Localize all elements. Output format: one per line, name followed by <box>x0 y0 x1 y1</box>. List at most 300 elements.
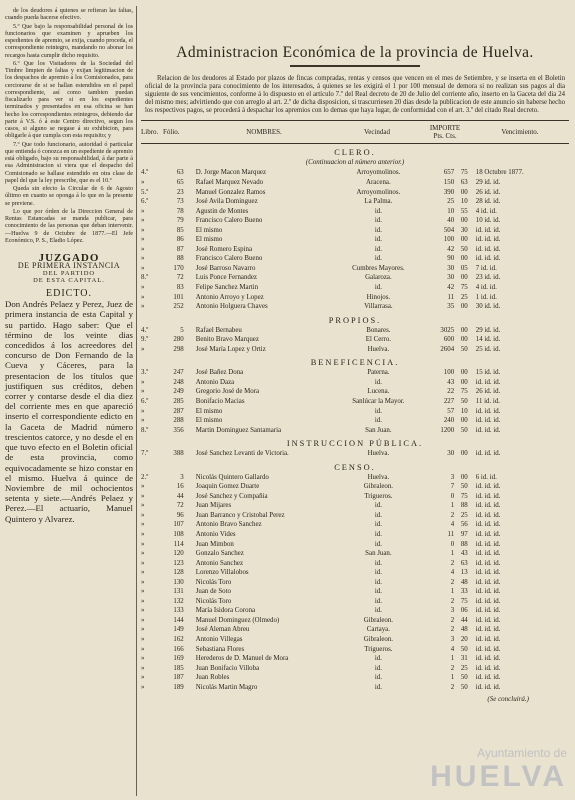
row-centimos: 63 <box>460 559 468 567</box>
row-pesetas: 100 <box>443 236 455 244</box>
table-row <box>141 254 569 264</box>
row-centimos: 75 <box>460 492 468 500</box>
row-centimos: 33 <box>460 588 468 596</box>
row-vecindad: id. <box>374 569 382 577</box>
row-vencimiento: id. id. id. <box>475 635 501 643</box>
row-libro: » <box>141 407 145 415</box>
row-pesetas: 25 <box>447 198 455 206</box>
table-row <box>141 235 569 245</box>
row-nombre: El mismo <box>195 417 223 425</box>
row-libro: » <box>141 635 145 643</box>
left-paragraphs <box>5 8 133 245</box>
row-vecindad: id. <box>374 407 382 415</box>
row-vecindad: Villarrasa. <box>364 303 393 311</box>
row-folio: 298 <box>173 345 184 353</box>
row-nombre: José Bañez Dona <box>195 369 244 377</box>
row-pesetas: 0 <box>450 492 455 500</box>
juzgado-line4: DE ESTA CAPITAL. <box>33 276 105 284</box>
row-vecindad: Gibraleon. <box>363 635 394 643</box>
row-pesetas: 150 <box>443 179 455 187</box>
row-nombre: Antonio Daza <box>195 378 235 386</box>
row-libro: » <box>141 417 145 425</box>
row-vencimiento: id. id. id. <box>475 426 501 434</box>
row-vecindad: id. <box>374 664 382 672</box>
row-folio: 96 <box>176 511 184 519</box>
row-vecindad: id. <box>374 217 382 225</box>
row-libro: » <box>141 502 145 510</box>
row-folio: 65 <box>176 179 184 187</box>
row-centimos: 00 <box>460 450 468 458</box>
row-folio: 187 <box>173 674 184 682</box>
col-folio: Fólio. <box>163 128 180 137</box>
row-libro: » <box>141 683 145 691</box>
row-folio: 85 <box>176 226 184 234</box>
row-libro: 7.º <box>141 450 149 458</box>
row-vencimiento: id. id. id. <box>475 616 501 624</box>
row-centimos: 00 <box>460 378 468 386</box>
row-vecindad: id. <box>374 683 382 691</box>
row-nombre: María Isidora Corona <box>195 607 256 615</box>
table-row <box>141 283 569 293</box>
row-vecindad: Huelva. <box>367 473 390 481</box>
row-libro: » <box>141 236 145 244</box>
table-row <box>141 482 569 492</box>
row-nombre: Rafael Marquez Nevado <box>195 179 264 187</box>
row-vecindad: Sanlúcar la Mayor. <box>352 397 405 405</box>
intro-text: Relacion de los deudores al Estado por plazos de fincas compradas, rentas y censos que vencen en el mes de Setiembre, y se inserta en el Boletin oficial de la provincia para conocimiento de los interesados, á quienes se les exigirá el 1 por 100 mensual de demora si no realizan sus pagos al dia siguiente de sus vencimientos, conforme á lo dispuesto en el artículo 7.º del Real decreto de 20 de Julio del corriente año, inserto en la Gaceta del dia 24 del mismo mes; advirtiendo que con arreglo al art. 2.º de dicha disposicion, si trascurriesen 20 dias desde la publicacion de este anuncio sin haberse hecho los respectivos pagos, se procederá á despachar los apremios con lo demas que haya lugar, de conformidad con el art. 3.º del citado Real decreto. <box>145 75 565 115</box>
row-folio: 78 <box>176 207 184 215</box>
col-nombres: NOMBRES. <box>246 128 282 137</box>
left-column <box>5 8 133 524</box>
row-pesetas: 1 <box>450 674 455 682</box>
table-row <box>141 683 569 693</box>
row-centimos: 48 <box>460 578 468 586</box>
table-row <box>141 511 569 521</box>
row-pesetas: 3 <box>450 607 455 615</box>
col-importe-label: IMPORTE <box>429 124 461 133</box>
row-vecindad: Aracena. <box>366 179 391 187</box>
row-folio: 249 <box>173 388 184 396</box>
row-nombre: José Romero Espina <box>195 245 253 253</box>
row-centimos: 50 <box>460 683 468 691</box>
row-nombre: El mismo <box>195 236 223 244</box>
table-row <box>141 597 569 607</box>
row-vencimiento: id. id. id. <box>475 626 501 634</box>
row-pesetas: 600 <box>443 336 455 344</box>
row-folio: 87 <box>176 245 184 253</box>
section-title: CLERO. <box>334 148 376 158</box>
row-vencimiento: id. id. id. <box>475 559 501 567</box>
row-pesetas: 42 <box>447 284 455 292</box>
row-nombre: Juan Bonifacio Villoba <box>195 664 260 672</box>
row-libro: » <box>141 559 145 567</box>
row-centimos: 75 <box>460 284 468 292</box>
row-vecindad: id. <box>374 521 382 529</box>
row-vencimiento: 30 id. id. <box>475 303 501 311</box>
row-centimos: 13 <box>460 569 468 577</box>
row-libro: 8.º <box>141 274 149 282</box>
row-vecindad: id. <box>374 588 382 596</box>
row-vencimiento: 29 id. id. <box>475 179 501 187</box>
row-centimos: 50 <box>460 397 468 405</box>
row-centimos: 06 <box>460 607 468 615</box>
debtor-table <box>141 148 569 692</box>
row-vecindad: id. <box>374 236 382 244</box>
row-folio: 169 <box>173 655 184 663</box>
row-pesetas: 2 <box>450 626 455 634</box>
row-folio: 16 <box>176 483 184 491</box>
table-row <box>141 273 569 283</box>
section-subtitle: (Continuacion al número anterior.) <box>305 158 405 167</box>
row-nombre: Nicolás Toro <box>195 597 232 605</box>
table-row <box>141 378 569 388</box>
section-title: BENEFICENCIA. <box>310 358 400 368</box>
row-centimos: 00 <box>460 188 468 196</box>
row-vencimiento: 26 id. id. <box>475 388 501 396</box>
row-nombre: Antonio Holguera Chaves <box>195 303 268 311</box>
row-vencimiento: 4 id. id. <box>475 207 497 215</box>
row-libro: » <box>141 511 145 519</box>
row-vecindad: Huelva. <box>367 450 390 458</box>
row-nombre: Manuel Dominguez (Olmedo) <box>195 616 280 624</box>
row-pesetas: 2 <box>450 683 455 691</box>
row-nombre: Lorenzo Villalobos <box>195 569 249 577</box>
row-libro: » <box>141 607 145 615</box>
row-pesetas: 2604 <box>440 345 455 353</box>
table-row <box>141 449 569 459</box>
table-row <box>141 664 569 674</box>
row-vencimiento: id. id. id. <box>475 578 501 586</box>
row-vencimiento: 28 id. id. <box>475 198 501 206</box>
row-pesetas: 240 <box>443 417 455 425</box>
row-libro: » <box>141 217 145 225</box>
row-vecindad: Cumbres Mayores. <box>352 264 405 272</box>
row-nombre: Antonio Arroyo y Lopez <box>195 293 264 301</box>
row-centimos: 56 <box>460 521 468 529</box>
juzgado-heading <box>5 252 133 284</box>
col-vencimiento: Vencimiento. <box>501 128 539 137</box>
row-nombre: Juan Mimbon <box>195 540 234 548</box>
row-vecindad: Gibraleon. <box>363 616 394 624</box>
row-vencimiento: id. id. id. <box>475 255 501 263</box>
row-folio: 248 <box>173 378 184 386</box>
row-centimos: 50 <box>460 674 468 682</box>
row-folio: 166 <box>173 645 184 653</box>
row-vecindad: id. <box>374 284 382 292</box>
row-pesetas: 2 <box>450 597 455 605</box>
row-pesetas: 4 <box>450 569 455 577</box>
row-nombre: Felipe Sanchez Martin <box>195 284 259 292</box>
row-vecindad: id. <box>374 578 382 586</box>
row-vecindad: La Palma. <box>364 198 393 206</box>
row-folio: 149 <box>173 626 184 634</box>
row-vencimiento: 11 id. id. <box>475 397 500 405</box>
col-libro: Libro. <box>141 128 159 137</box>
row-nombre: Gregorio José de Mora <box>195 388 260 396</box>
row-vecindad: id. <box>374 530 382 538</box>
row-vencimiento: id. id. id. <box>475 530 501 538</box>
table-row <box>141 197 569 207</box>
row-pesetas: 11 <box>447 293 455 301</box>
row-folio: 108 <box>173 530 184 538</box>
row-libro: » <box>141 245 145 253</box>
row-vecindad: Paterna. <box>367 369 390 377</box>
row-nombre: Juan de Soto <box>195 588 231 596</box>
row-folio: 120 <box>173 550 184 558</box>
row-vecindad: San Juan. <box>365 426 392 434</box>
table-row <box>141 635 569 645</box>
row-pesetas: 2 <box>450 616 455 624</box>
section-title: CENSO. <box>334 462 376 472</box>
row-libro: 3.º <box>141 369 149 377</box>
table-row <box>141 673 569 683</box>
table-row <box>141 587 569 597</box>
row-vencimiento: id. id. id. <box>475 540 501 548</box>
row-pesetas: 2 <box>450 511 455 519</box>
row-nombre: Sebastiana Flores <box>195 645 245 653</box>
row-pesetas: 1 <box>450 655 455 663</box>
row-folio: 247 <box>173 369 184 377</box>
row-nombre: José Aleman Abreu <box>195 626 250 634</box>
table-row <box>141 207 569 217</box>
row-libro: » <box>141 521 145 529</box>
row-vecindad: Bonares. <box>366 326 391 334</box>
row-nombre: José Avila Dominguez <box>195 198 258 206</box>
row-nombre: Antonio Villegas <box>195 635 243 643</box>
row-centimos: 75 <box>460 388 468 396</box>
table-row <box>141 245 569 255</box>
row-folio: 123 <box>173 559 184 567</box>
row-centimos: 30 <box>460 226 468 234</box>
row-libro: » <box>141 655 145 663</box>
row-libro: » <box>141 597 145 605</box>
row-centimos: 00 <box>460 255 468 263</box>
row-folio: 83 <box>176 284 184 292</box>
row-vecindad: Galaroza. <box>365 274 392 282</box>
row-nombre: Manuel Gonzalez Ramos <box>195 188 266 196</box>
row-vencimiento: id. id. id. <box>475 236 501 244</box>
juzgado-line3: DEL PARTIDO <box>42 269 96 277</box>
row-libro: » <box>141 255 145 263</box>
row-folio: 133 <box>173 607 184 615</box>
row-pesetas: 657 <box>443 169 455 177</box>
table-row <box>141 345 569 355</box>
row-nombre: Agustin de Montes <box>195 207 249 215</box>
row-libro: » <box>141 530 145 538</box>
row-pesetas: 43 <box>447 378 455 386</box>
juzgado-line2: DE PRIMERA INSTANCIA <box>17 261 121 271</box>
row-vencimiento: id. id. id. <box>475 569 501 577</box>
row-vecindad: Gibraleon. <box>363 483 394 491</box>
row-centimos: 10 <box>460 407 468 415</box>
row-folio: 3 <box>180 473 184 481</box>
row-vecindad: id. <box>374 417 382 425</box>
row-nombre: D. Jorge Macon Marquez <box>195 169 267 177</box>
row-vecindad: Cartaya. <box>366 626 390 634</box>
row-vencimiento: id. id. id. <box>475 664 501 672</box>
row-centimos: 88 <box>460 502 468 510</box>
row-nombre: Antonio Bravo Sanchez <box>195 521 262 529</box>
row-folio: 287 <box>173 407 184 415</box>
row-folio: 356 <box>173 426 184 434</box>
row-vencimiento: id. id. id. <box>475 655 501 663</box>
row-folio: 388 <box>173 450 184 458</box>
row-libro: 5.º <box>141 188 149 196</box>
table-row <box>141 387 569 397</box>
row-nombre: Martin Dominguez Santamaria <box>195 426 282 434</box>
row-libro: 8.º <box>141 426 149 434</box>
row-nombre: Herederos de D. Manuel de Mora <box>195 655 289 663</box>
row-vencimiento: 10 id. id. <box>475 217 501 225</box>
right-column <box>141 8 569 703</box>
row-folio: 73 <box>176 198 184 206</box>
row-vencimiento: id. id. id. <box>475 588 501 596</box>
row-pesetas: 90 <box>447 255 455 263</box>
row-centimos: 50 <box>460 426 468 434</box>
row-pesetas: 30 <box>447 450 455 458</box>
row-pesetas: 35 <box>447 303 455 311</box>
row-pesetas: 30 <box>447 264 455 272</box>
row-nombre: José Sanchez Levanti de Victoria. <box>195 450 289 458</box>
row-folio: 88 <box>176 255 184 263</box>
row-centimos: 20 <box>460 635 468 643</box>
row-libro: » <box>141 578 145 586</box>
row-centimos: 97 <box>460 530 468 538</box>
row-nombre: Luis Ponce Fernandez <box>195 274 257 282</box>
row-folio: 162 <box>173 635 184 643</box>
row-folio: 72 <box>176 274 184 282</box>
row-vecindad: Trigueros. <box>364 645 393 653</box>
watermark-line2: HUELVA <box>430 760 567 793</box>
table-row <box>141 335 569 345</box>
table-row <box>141 178 569 188</box>
row-libro: » <box>141 226 145 234</box>
row-vecindad: San Juan. <box>365 550 392 558</box>
row-centimos: 63 <box>460 179 468 187</box>
row-libro: » <box>141 674 145 682</box>
row-pesetas: 4 <box>450 645 455 653</box>
row-vencimiento: id. id. id. <box>475 550 501 558</box>
column-divider <box>136 6 137 796</box>
row-libro: » <box>141 550 145 558</box>
row-pesetas: 7 <box>450 483 455 491</box>
left-paragraph: Queda sin efecto la Circular de 6 de Agosto último en cuanto se oponga á lo que en la presente se previene. <box>5 186 133 207</box>
row-vecindad: Lucena. <box>367 388 390 396</box>
table-row <box>141 473 569 483</box>
table-row <box>141 606 569 616</box>
row-centimos: 00 <box>460 473 468 481</box>
row-libro: » <box>141 540 145 548</box>
table-row <box>141 397 569 407</box>
row-vencimiento: id. id. id. <box>475 417 501 425</box>
row-folio: 132 <box>173 597 184 605</box>
table-row <box>141 501 569 511</box>
row-vecindad: id. <box>374 559 382 567</box>
row-vecindad: Hinojos. <box>366 293 391 301</box>
row-vencimiento: 25 id. id. <box>475 345 501 353</box>
row-nombre: Juan Barranco y Cristobal Perez <box>195 511 285 519</box>
row-pesetas: 1 <box>450 502 455 510</box>
row-folio: 252 <box>173 303 184 311</box>
row-vencimiento: id. id. id. <box>475 502 501 510</box>
row-pesetas: 3 <box>450 635 455 643</box>
row-vecindad: Trigueros. <box>364 492 393 500</box>
row-pesetas: 1200 <box>440 426 455 434</box>
row-pesetas: 42 <box>447 245 455 253</box>
row-folio: 5 <box>180 326 184 334</box>
table-row <box>141 264 569 274</box>
section-title: PROPIOS. <box>328 315 382 325</box>
row-folio: 79 <box>176 217 184 225</box>
juzgado-title: JUZGADO <box>38 252 100 264</box>
row-libro: » <box>141 483 145 491</box>
row-folio: 63 <box>176 169 184 177</box>
row-vecindad: id. <box>374 245 382 253</box>
table-row <box>141 578 569 588</box>
row-centimos: 44 <box>460 616 468 624</box>
left-paragraph: Lo que por órden de la Direccion General de Rentas Estancadas se manda publicar, para conocimiento de las personas que deban intervenir.—Huelva 9 de Octubre de 1877.—El Jefe Económico, P. S., Eladio López. <box>5 208 133 244</box>
table-row <box>141 530 569 540</box>
row-folio: 189 <box>173 683 184 691</box>
row-libro: 6.º <box>141 198 149 206</box>
row-vencimiento: 4 id. id. <box>475 284 497 292</box>
row-centimos: 05 <box>460 264 468 272</box>
table-row <box>141 226 569 236</box>
row-centimos: 50 <box>460 345 468 353</box>
table-row <box>141 654 569 664</box>
table-row <box>141 616 569 626</box>
row-libro: » <box>141 569 145 577</box>
row-nombre: Antonio Sanchez <box>195 559 244 567</box>
row-vencimiento: id. id. id. <box>475 597 501 605</box>
row-libro: 4.º <box>141 326 149 334</box>
row-nombre: Antonio Vides <box>195 530 236 538</box>
row-centimos: 00 <box>460 369 468 377</box>
row-pesetas: 40 <box>447 217 455 225</box>
row-vencimiento: 29 id. id. <box>475 326 501 334</box>
row-nombre: José María Lopez y Ortiz <box>195 345 266 353</box>
table-row <box>141 188 569 198</box>
row-folio: 107 <box>173 521 184 529</box>
row-vencimiento: id. id. id. <box>475 607 501 615</box>
row-folio: 130 <box>173 578 184 586</box>
row-centimos: 00 <box>460 274 468 282</box>
row-vencimiento: id. id. id. <box>475 492 501 500</box>
row-centimos: 50 <box>460 483 468 491</box>
col-importe <box>415 124 475 140</box>
watermark <box>430 746 567 794</box>
row-nombre: José Sanchez y Compañia <box>195 492 268 500</box>
row-nombre: Juan Robles <box>195 674 230 682</box>
row-vencimiento: id. id. id. <box>475 683 501 691</box>
row-pesetas: 227 <box>443 397 455 405</box>
row-folio: 131 <box>173 588 184 596</box>
row-pesetas: 504 <box>443 226 455 234</box>
row-vencimiento: id. id. id. <box>475 226 501 234</box>
row-pesetas: 11 <box>447 530 455 538</box>
row-centimos: 10 <box>460 198 468 206</box>
row-folio: 280 <box>173 336 184 344</box>
row-vecindad: id. <box>374 607 382 615</box>
row-vencimiento: id. id. id. <box>475 407 501 415</box>
row-pesetas: 30 <box>447 274 455 282</box>
row-libro: » <box>141 207 145 215</box>
left-paragraph: 7.º Que todo funcionario, autoridad ó particular que entienda ó conozca en un espediente de apremio está obligado, bajo su responsabilidad, á dar parte á esa Administracion si viera que el despacho del Comisionado se hallase estendido en otra clase de papel del que la ley prescribe, que es el 10.º <box>5 141 133 184</box>
row-nombre: Nicolás Toro <box>195 578 232 586</box>
row-vecindad: Arroyomolinos. <box>356 188 401 196</box>
row-pesetas: 390 <box>443 188 455 196</box>
row-folio: 285 <box>173 397 184 405</box>
